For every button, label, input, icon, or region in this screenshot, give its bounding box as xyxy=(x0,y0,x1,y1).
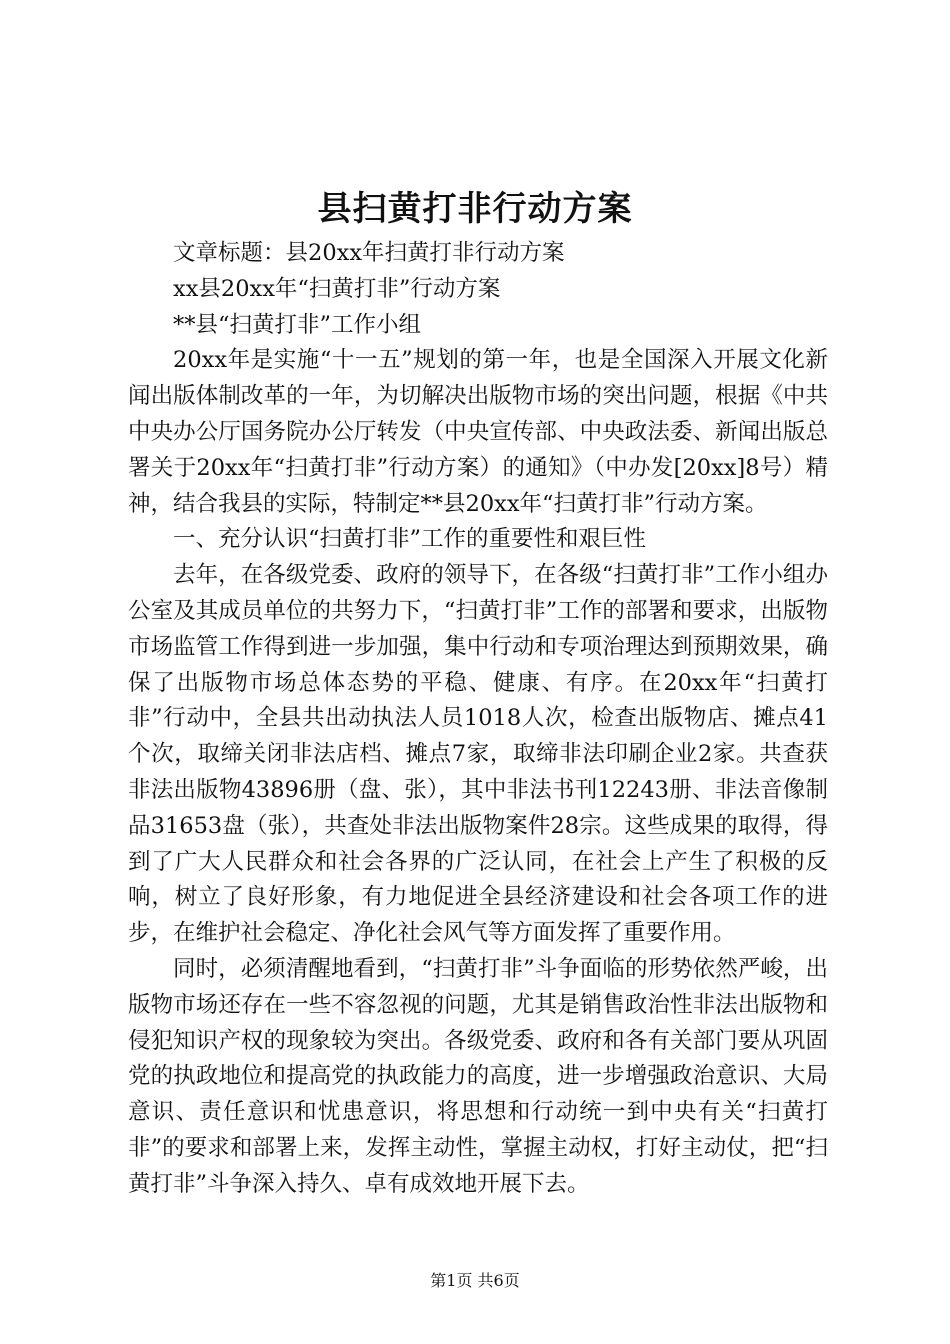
page-title: 县扫黄打非行动方案 xyxy=(317,189,633,229)
section-heading: 一、充分认识“扫黄打非”工作的重要性和艰巨性 xyxy=(173,526,647,553)
plan-title-line: xx县20xx年“扫黄打非”行动方案 xyxy=(173,275,501,302)
body-paragraph: 去年，在各级党委、政府的领导下，在各级“扫黄打非”工作小组办公室及其成员单位的共努力下，“扫黄打非”工作的部署和要求，出版物市场监管工作得到进一步加强，集中行动和专项治理达到预期效果，确保了出版物市场总体态势的平稳、健康、有序。在20xx年“扫黄打非”行动中，全县共出动执法人员1018人次，检查出版物店、摊点41个次，取缔关闭非法店档、摊点7家，取缔非法印刷企业2家。共查获非法出版物43896册（盘、张），其中非法书刊12243册、非法音像制品31653盘（张），共查处非法出版物案件28宗。这些成果的取得，得到了广大人民群众和社会各界的广泛认同，在社会上产生了积极的反响，树立了良好形象，有力地促进全县经济建设和社会各项工作的进步，在维护社会稳定、净化社会风气等方面发挥了重要作用。 xyxy=(128,562,828,947)
body-paragraph: 同时，必须清醒地看到，“扫黄打非”斗争面临的形势依然严峻，出版物市场还存在一些不容忽视的问题，尤其是销售政治性非法出版物和侵犯知识产权的现象较为突出。各级党委、政府和各有关部门要从巩固党的执政地位和提高党的执政能力的高度，进一步增强政治意识、大局意识、责任意识和忧患意识，将思想和行动统一到中央有关“扫黄打非”的要求和部署上来，发挥主动性，掌握主动权，打好主动仗，把“扫黄打非”斗争深入持久、卓有成效地开展下去。 xyxy=(128,955,828,1197)
document-body xyxy=(128,236,828,1203)
issuer-line: **县“扫黄打非”工作小组 xyxy=(173,311,422,338)
body-paragraph: 20xx年是实施“十一五”规划的第一年，也是全国深入开展文化新闻出版体制改革的一年，为切解决出版物市场的突出问题，根据《中共中央办公厅国务院办公厅转发（中央宣传部、中央政法委、新闻出版总署关于20xx年“扫黄打非”行动方案）的通知》（中办发[20xx]8号）精神，结合我县的实际，特制定**县20xx年“扫黄打非”行动方案。 xyxy=(128,347,828,517)
page-indicator: 第1页 共6页 xyxy=(430,1271,520,1290)
article-title-line: 文章标题：县20xx年扫黄打非行动方案 xyxy=(173,240,565,266)
